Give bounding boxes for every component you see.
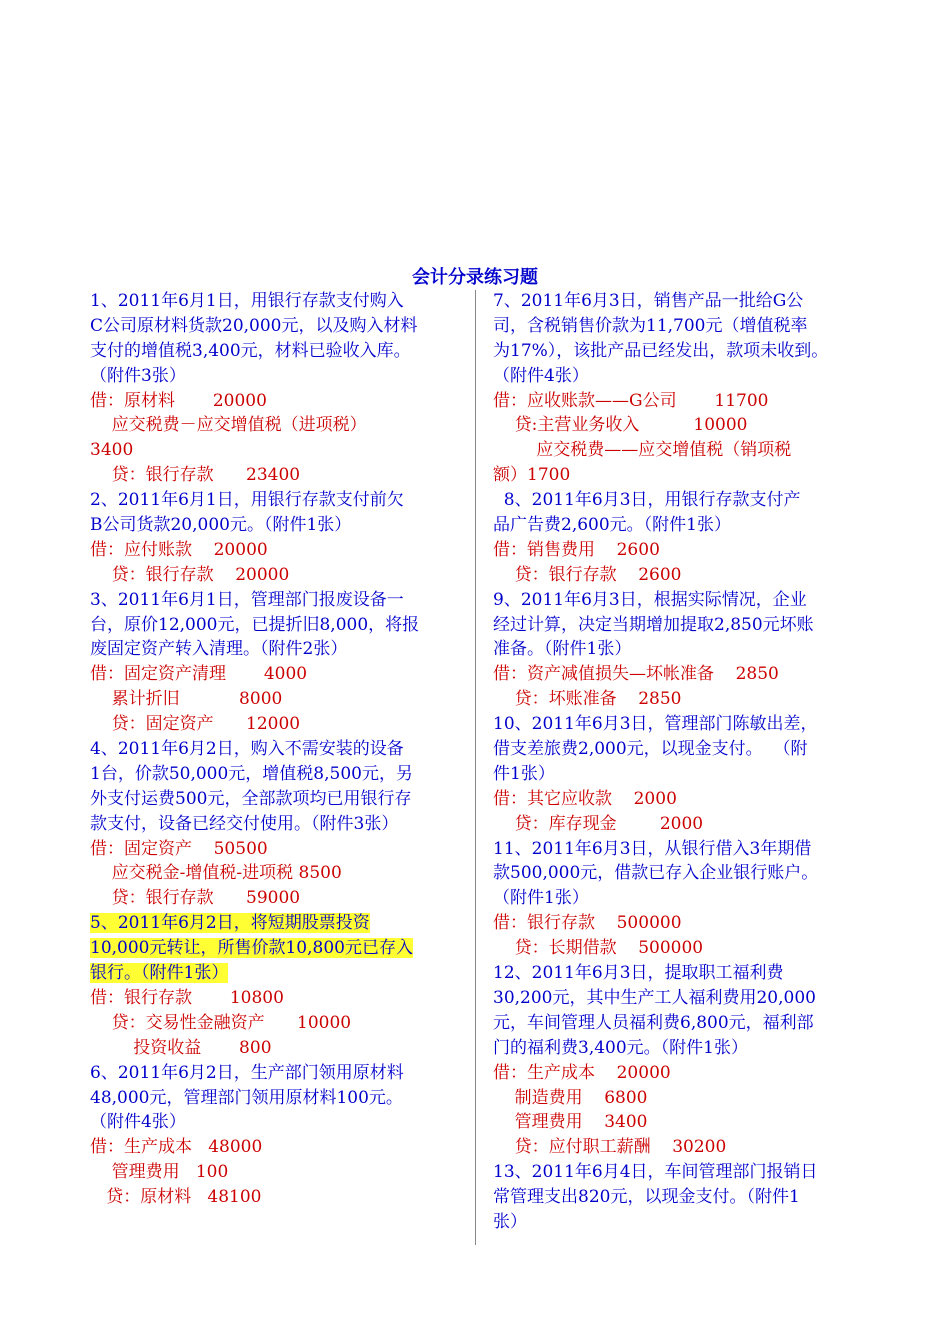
journal-entry-line: 贷：长期借款 500000 [493,938,704,959]
journal-entry-line: 贷：坏账准备 2850 [493,689,682,710]
question-line: 门的福利费3,400元。（附件1张） [493,1037,748,1058]
question-line: 款支付，设备已经交付使用。（附件3张） [90,813,399,834]
question-line [90,961,462,986]
question-line: 30,200元，其中生产工人福利费用20,000 [493,987,816,1008]
journal-entry-line: 贷：银行存款 20000 [90,564,290,585]
question-line: 11、2011年6月3日，从银行借入3年期借 [493,838,812,859]
journal-entry-line: 贷：银行存款 2600 [493,564,682,585]
journal-entry-line: 贷：原材料 48100 [90,1187,262,1208]
question-line: 借支差旅费2,000元，以现金支付。 （附 [493,739,808,760]
question-line: 7、2011年6月3日，销售产品一批给G公 [493,291,804,311]
journal-entry-line: 贷：银行存款 23400 [90,465,301,486]
question-line: 10、2011年6月3日，管理部门陈敏出差， [493,714,818,735]
journal-entry-line: 借：固定资产 50500 [90,838,268,859]
journal-entry-line: 借：原材料 20000 [90,390,267,411]
question-line [90,911,462,936]
highlighted-text: 银行。（附件1张） [90,963,229,984]
right-column [493,289,865,1235]
journal-entry-line: 应交税费－应交增值税（进项税） [90,415,367,436]
journal-entry-line: 管理费用 100 [90,1162,229,1183]
question-line: （附件4张） [90,1112,186,1133]
journal-entry-line: 应交税金-增值税-进项税 8500 [90,863,342,884]
question-line: 司，含税销售价款为11,700元（增值税率 [493,315,808,336]
question-line: 9、2011年6月3日，根据实际情况，企业 [493,589,807,610]
journal-entry-line: 借：生产成本 20000 [493,1062,671,1083]
journal-entry-line: 借：生产成本 48000 [90,1137,263,1158]
question-line: B公司货款20,000元。（附件1张） [90,515,352,536]
journal-entry-line: 额）1700 [493,465,571,486]
question-line: 1、2011年6月1日，用银行存款支付购入 [90,291,404,311]
journal-entry-line: 借：固定资产清理 4000 [90,664,308,685]
question-line: 张） [493,1211,527,1232]
question-line: 外支付运费500元，全部款项均已用银行存 [90,788,412,809]
question-line: 经过计算，决定当期增加提取2,850元坏账 [493,614,814,635]
question-line: 废固定资产转入清理。（附件2张） [90,639,348,660]
page-title: 会计分录练习题 [412,267,538,288]
question-line: 3、2011年6月1日，管理部门报废设备一 [90,589,404,610]
question-line: （附件3张） [90,365,186,386]
journal-entry-line: 借：资产减值损失—坏帐准备 2850 [493,664,779,685]
question-line: 1台，价款50,000元，增值税8,500元，另 [90,763,413,784]
question-line: 4、2011年6月2日，购入不需安装的设备 [90,739,404,760]
question-line: 品广告费2,600元。（附件1张） [493,515,731,536]
journal-entry-line: 借：应付账款 20000 [90,539,268,560]
question-line: 12、2011年6月3日，提取职工福利费 [493,963,784,984]
question-line: C公司原材料货款20,000元，以及购入材料 [90,315,418,336]
question-line: 支付的增值税3,400元，材料已验收入库。 [90,340,411,361]
question-line: （附件4张） [493,365,589,386]
journal-entry-line: 贷:主营业务收入 10000 [493,415,748,436]
question-line: 2、2011年6月1日，用银行存款支付前欠 [90,490,404,511]
journal-entry-line: 贷：固定资产 12000 [90,714,301,735]
journal-entry-line: 借：其它应收款 2000 [493,788,677,809]
journal-entry-line: 贷：库存现金 2000 [493,813,704,834]
question-line: 为17%），该批产品已经发出，款项未收到。 [493,340,829,361]
question-line: 款500,000元，借款已存入企业银行账户。 [493,863,819,884]
journal-entry-line: 累计折旧 8000 [90,689,283,710]
journal-entry-line: 应交税费——应交增值税（销项税 [493,440,792,461]
question-line: 48,000元，管理部门领用原材料100元。 [90,1087,403,1108]
journal-entry-line: 借：应收账款——G公司 11700 [493,390,769,411]
highlighted-text: 10,000元转让，所售价款10,800元已存入 [90,938,413,959]
question-line: （附件1张） [493,888,589,909]
journal-entry-line: 借：银行存款 10800 [90,987,284,1008]
journal-entry-line: 投资收益 800 [90,1037,272,1058]
journal-entry-line: 贷：银行存款 59000 [90,888,301,909]
journal-entry-line: 3400 [90,440,134,461]
column-divider [475,290,476,1245]
highlighted-text: 5、2011年6月2日，将短期股票投资 [90,913,370,934]
question-line: 8、2011年6月3日，用银行存款支付产 [493,490,801,511]
question-line: 台，原价12,000元，已提折旧8,000，将报 [90,614,420,635]
journal-entry-line: 借：银行存款 500000 [493,913,682,934]
question-line [90,936,462,961]
journal-entry-line: 贷：交易性金融资产 10000 [90,1012,352,1033]
question-line: 13、2011年6月4日，车间管理部门报销日 [493,1162,818,1183]
journal-entry-line: 借：销售费用 2600 [493,539,660,560]
question-line: 准备。（附件1张） [493,639,632,660]
journal-entry-line: 管理费用 3400 [493,1112,648,1133]
question-line: 元，车间管理人员福利费6,800元，福利部 [493,1012,814,1033]
left-column [90,289,462,1210]
question-line: 常管理支出820元，以现金支付。（附件1 [493,1187,800,1208]
journal-entry-line: 贷：应付职工薪酬 30200 [493,1137,727,1158]
journal-entry-line: 制造费用 6800 [493,1087,648,1108]
question-line: 6、2011年6月2日，生产部门领用原材料 [90,1062,404,1083]
question-line: 件1张） [493,763,555,784]
